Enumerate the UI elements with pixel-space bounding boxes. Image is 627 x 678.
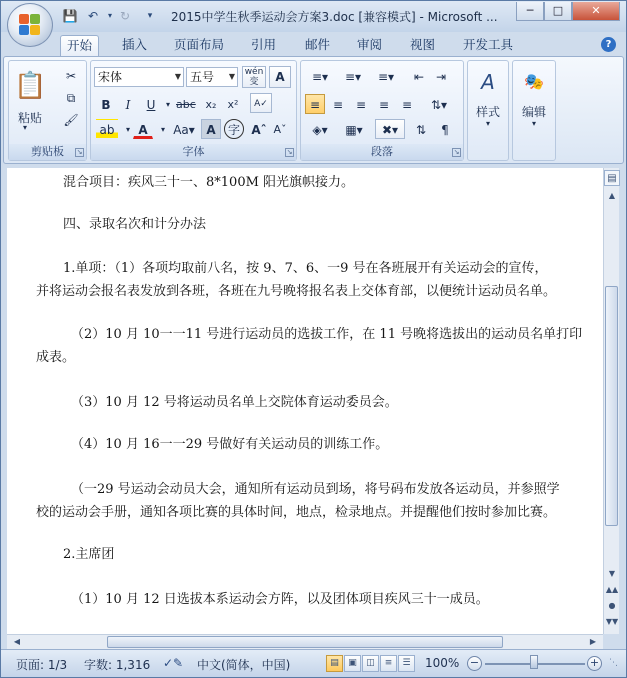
numbering-icon[interactable]: ≡▾ xyxy=(344,70,362,84)
horizontal-scrollbar[interactable] xyxy=(7,634,603,649)
status-bar xyxy=(1,649,626,677)
chevron-down-icon: ▼ xyxy=(228,72,235,81)
align-right-button[interactable]: ≡ xyxy=(355,98,367,112)
tab-mailings[interactable]: 邮件 xyxy=(305,37,331,52)
clear-formatting-icon[interactable]: A✓ xyxy=(250,93,272,113)
select-browse-object-icon[interactable]: ● xyxy=(608,601,616,610)
editing-button[interactable]: 编辑 xyxy=(521,105,546,119)
full-screen-reading-icon[interactable]: ▣ xyxy=(344,655,361,672)
zoom-level[interactable]: 100% xyxy=(425,656,460,670)
decrease-indent-icon[interactable]: ⇤ xyxy=(413,70,425,84)
multilevel-list-icon[interactable]: ≡▾ xyxy=(377,70,395,84)
outline-icon[interactable]: ≡ xyxy=(380,655,397,672)
font-size-value: 五号 xyxy=(190,70,215,84)
character-shading-icon[interactable]: A xyxy=(201,119,221,139)
paragraph: 校的运动会手册，通知各项比赛的具体时间，地点，检录地点。并提醒他们按时参加比赛。 xyxy=(36,505,557,520)
title-bar xyxy=(1,1,626,32)
paragraph: （一29 号运动会动员大会，通知所有运动员到场，将号码布发放各运动员，并参照学 xyxy=(71,482,560,497)
undo-icon[interactable]: ↶ xyxy=(87,9,99,23)
zoom-slider-thumb[interactable] xyxy=(530,655,538,669)
draft-icon[interactable]: ☰ xyxy=(398,655,415,672)
paste-icon[interactable]: 📋 xyxy=(14,71,47,101)
tab-review[interactable]: 审阅 xyxy=(357,37,383,52)
justify-button[interactable]: ≡ xyxy=(378,98,390,112)
tab-references[interactable]: 引用 xyxy=(251,37,277,52)
scroll-up-icon[interactable]: ▲ xyxy=(608,191,616,200)
office-button[interactable] xyxy=(7,3,53,47)
styles-button[interactable]: 样式 xyxy=(475,105,500,119)
maximize-button[interactable]: □ xyxy=(544,2,572,21)
shrink-font-icon[interactable]: Aˇ xyxy=(273,123,287,136)
phonetic-guide-button[interactable]: wén 变 xyxy=(242,66,266,88)
paragraph-group xyxy=(300,60,464,161)
font-color-dropdown-icon[interactable]: ▾ xyxy=(160,125,165,134)
character-border-icon[interactable]: A xyxy=(269,66,291,88)
web-layout-icon[interactable]: ◫ xyxy=(362,655,379,672)
font-name-combo[interactable] xyxy=(94,67,184,87)
subscript-button[interactable]: x₂ xyxy=(205,98,217,111)
paragraph: （3）10 月 12 号将运动员名单上交院体育运动委员会。 xyxy=(71,395,398,410)
paragraph: （1）10 月 12 日选拔本系运动会方阵，以及团体项目疾风三十一成员。 xyxy=(71,592,489,607)
horizontal-scroll-thumb[interactable] xyxy=(107,636,503,648)
vertical-scrollbar[interactable] xyxy=(603,168,619,634)
clipboard-group xyxy=(8,60,87,161)
paste-dropdown-icon[interactable]: ▾ xyxy=(23,123,28,132)
font-group xyxy=(90,60,297,161)
tab-page-layout[interactable]: 页面布局 xyxy=(174,37,225,52)
paragraph: 1.单项：（1）各项均取前八名，按 9、7、6、一9 号在各班展开有关运动会的宣传， xyxy=(63,261,548,276)
styles-group xyxy=(467,60,509,161)
font-launcher-icon[interactable]: ↘ xyxy=(286,148,293,156)
ribbon xyxy=(3,56,624,164)
font-name-value: 宋体 xyxy=(98,70,123,84)
superscript-button[interactable]: x² xyxy=(227,98,239,111)
bullets-icon[interactable]: ≡▾ xyxy=(311,70,329,84)
line-spacing-icon[interactable]: ⇅▾ xyxy=(430,98,448,112)
scroll-down-icon[interactable]: ▼ xyxy=(608,569,616,578)
zoom-in-icon[interactable]: + xyxy=(587,656,602,671)
editing-dropdown-icon[interactable]: ▾ xyxy=(531,119,536,128)
tab-home[interactable]: 开始 xyxy=(60,35,99,56)
proofing-icon[interactable]: ✓✎ xyxy=(163,656,184,670)
chinese-layout-icon[interactable]: ✖▾ xyxy=(375,119,405,139)
help-icon[interactable]: ? xyxy=(601,37,616,52)
chevron-down-icon: ▼ xyxy=(174,72,181,81)
language-indicator[interactable]: 中文(简体，中国) xyxy=(197,658,291,672)
cut-icon[interactable]: ✂ xyxy=(65,69,77,83)
paste-button[interactable]: 粘贴 xyxy=(17,111,42,125)
shading-icon[interactable]: ◈▾ xyxy=(312,123,328,137)
clipboard-group-label: 剪贴板 xyxy=(9,144,86,160)
format-painter-icon[interactable]: 🖌 xyxy=(63,113,79,127)
vertical-scroll-thumb[interactable] xyxy=(605,286,618,526)
paragraph: 2.主席团 xyxy=(63,547,115,562)
highlight-icon[interactable]: ab xyxy=(96,119,118,139)
underline-button[interactable]: U xyxy=(146,98,156,112)
tab-developer[interactable]: 开发工具 xyxy=(463,37,514,52)
next-page-icon[interactable]: ▼▼ xyxy=(605,617,619,626)
save-icon[interactable]: 💾 xyxy=(62,9,78,23)
show-marks-icon[interactable]: ¶ xyxy=(441,123,449,137)
borders-icon[interactable]: ▦▾ xyxy=(345,123,363,137)
scroll-right-icon[interactable]: ▶ xyxy=(589,637,597,646)
customize-icon[interactable]: ▾ xyxy=(147,11,153,21)
underline-dropdown-icon[interactable]: ▾ xyxy=(165,100,170,109)
ribbon-tabs xyxy=(1,32,626,56)
find-binoculars-icon[interactable]: 🎭 xyxy=(524,72,544,91)
resize-grip-icon[interactable]: ⋱ xyxy=(609,658,618,668)
distributed-button[interactable]: ≡ xyxy=(401,98,413,112)
enclose-character-icon[interactable]: 字 xyxy=(224,119,244,139)
paragraph-launcher-icon[interactable]: ↘ xyxy=(453,148,460,156)
clipboard-launcher-icon[interactable]: ↘ xyxy=(76,148,83,156)
increase-indent-icon[interactable]: ⇥ xyxy=(435,70,447,84)
tab-insert[interactable]: 插入 xyxy=(122,37,148,52)
redo-icon[interactable]: ↻ xyxy=(119,9,131,23)
document-body[interactable] xyxy=(7,168,603,634)
align-center-button[interactable]: ≡ xyxy=(332,98,344,112)
copy-icon[interactable]: ⧉ xyxy=(66,91,76,105)
editing-group xyxy=(512,60,556,161)
zoom-out-icon[interactable]: − xyxy=(467,656,482,671)
strikethrough-button[interactable]: abc xyxy=(176,98,196,111)
styles-icon[interactable]: A xyxy=(481,70,495,94)
font-color-icon[interactable]: A xyxy=(133,119,153,139)
ruler-toggle-icon[interactable]: ▤ xyxy=(604,170,620,186)
minimize-button[interactable]: ─ xyxy=(516,2,544,21)
paragraph: （2）10 月 10一一11 号进行运动员的选拔工作，在 11 号晚将选拔出的运动员名单打印 xyxy=(71,327,583,342)
office-logo-icon xyxy=(19,14,41,36)
paragraph: （4）10 月 16一一29 号做好有关运动员的训练工作。 xyxy=(71,437,389,452)
paragraph: 成表。 xyxy=(36,350,76,365)
close-button[interactable]: ✕ xyxy=(572,2,620,21)
align-left-button[interactable]: ≡ xyxy=(305,94,325,114)
change-case-icon[interactable]: Aa▾ xyxy=(173,123,195,137)
scroll-left-icon[interactable]: ◀ xyxy=(13,637,21,646)
grow-font-icon[interactable]: Aˆ xyxy=(251,123,267,137)
tab-view[interactable]: 视图 xyxy=(410,37,436,52)
word-count[interactable]: 字数: 1,316 xyxy=(84,658,151,672)
paragraph: 四、录取名次和计分办法 xyxy=(63,217,207,232)
styles-dropdown-icon[interactable]: ▾ xyxy=(485,119,490,128)
italic-button[interactable]: I xyxy=(125,98,131,112)
undo-dropdown-icon[interactable]: ▾ xyxy=(107,11,112,20)
paragraph: 混合项目：疾风三十一、8*100M 阳光旗帜接力。 xyxy=(63,175,355,190)
bold-button[interactable]: B xyxy=(101,98,111,112)
window-title: 2015中学生秋季运动会方案3.doc [兼容模式] - Microsoft ... xyxy=(171,10,498,24)
font-size-combo[interactable] xyxy=(186,67,238,87)
sort-icon[interactable]: ⇅ xyxy=(415,123,427,137)
paragraph: 并将运动会报名表发放到各班，各班在九号晚将报名表上交体育部，以便统计运动员名单。 xyxy=(36,284,557,299)
highlight-dropdown-icon[interactable]: ▾ xyxy=(125,125,130,134)
print-layout-icon[interactable]: ▤ xyxy=(326,655,343,672)
previous-page-icon[interactable]: ▲▲ xyxy=(605,585,619,594)
font-group-label: 字体 xyxy=(91,144,296,160)
page-count[interactable]: 页面: 1/3 xyxy=(16,658,68,672)
paragraph-group-label: 段落 xyxy=(301,144,463,160)
